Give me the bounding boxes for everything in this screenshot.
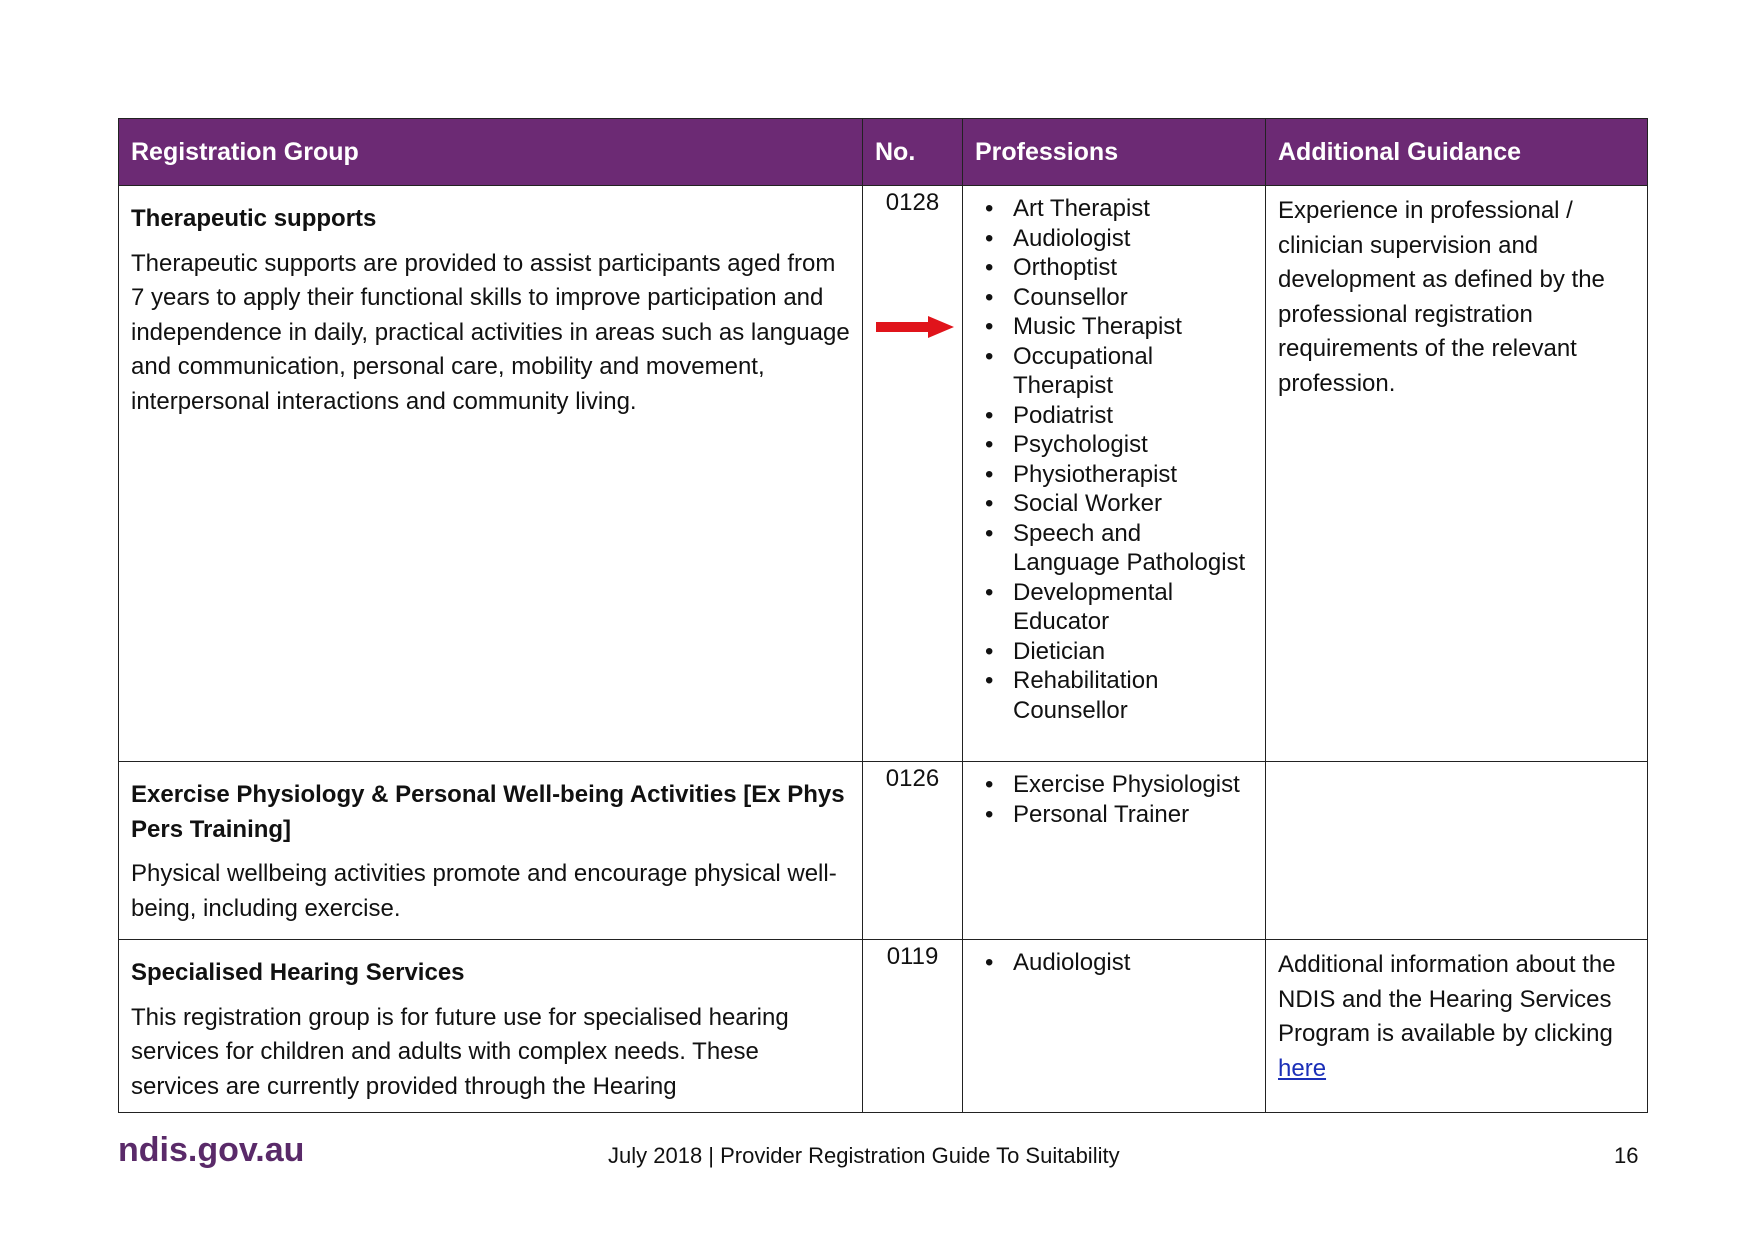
group-number: 0119	[863, 940, 963, 1113]
profession-item: • Counsellor	[975, 283, 1253, 313]
profession-item: • Audiologist	[975, 224, 1253, 254]
professions-list	[975, 948, 1253, 978]
profession-item: • Music Therapist	[975, 312, 1253, 342]
group-cell	[119, 186, 863, 762]
profession-item: • Audiologist	[975, 948, 1253, 978]
here-link[interactable]: here	[1278, 1054, 1327, 1082]
table-row	[119, 186, 1648, 762]
profession-item: • Podiatrist	[975, 401, 1253, 431]
guidance-cell	[1266, 940, 1648, 1113]
group-cell	[119, 762, 863, 940]
professions-list	[975, 770, 1253, 829]
group-title: Specialised Hearing Services	[131, 959, 465, 986]
professions-cell	[963, 186, 1266, 762]
professions-list	[975, 194, 1253, 725]
group-description: This registration group is for future use for specialised hearing services for children and adults with complex needs. These services are currently provided through the Hearing	[131, 1003, 789, 1100]
header-registration-group: Registration Group	[119, 119, 863, 186]
red-arrow-shape	[876, 316, 954, 338]
ndis-logo: ndis.gov.au	[118, 1131, 305, 1169]
footer-title: July 2018 | Provider Registration Guide To Suitability	[608, 1143, 1120, 1168]
group-description: Physical wellbeing activities promote and encourage physical well-being, including exercise.	[131, 860, 837, 922]
profession-item: • Developmental Educator	[975, 578, 1253, 637]
profession-item: • Speech and Language Pathologist	[975, 519, 1253, 578]
group-title: Therapeutic supports	[131, 205, 377, 232]
profession-item: • Psychologist	[975, 430, 1253, 460]
header-professions: Professions	[963, 119, 1266, 186]
group-title: Exercise Physiology & Personal Well-being Activities [Ex Phys Pers Training]	[131, 781, 845, 843]
group-description: Therapeutic supports are provided to assist participants aged from 7 years to apply their functional skills to improve participation and independence in daily, practical activities in areas such as language and communication, personal care, mobility and movement, interpersonal interactions and community living.	[131, 249, 850, 415]
profession-item: • Art Therapist	[975, 194, 1253, 224]
group-cell	[119, 940, 863, 1113]
profession-item: • Rehabilitation Counsellor	[975, 666, 1253, 725]
guidance-cell	[1266, 762, 1648, 940]
guidance-text: Additional information about the NDIS and the Hearing Services Program is available by clicking	[1278, 951, 1616, 1047]
profession-item: • Orthoptist	[975, 253, 1253, 283]
table-row	[119, 940, 1648, 1113]
red-arrow-icon	[876, 316, 954, 338]
registration-table-container	[118, 118, 1647, 1103]
guidance-cell: Experience in professional / clinician supervision and development as defined by the professional registration requirements of the relevant profession.	[1266, 186, 1648, 762]
profession-item: • Social Worker	[975, 489, 1253, 519]
professions-cell	[963, 940, 1266, 1113]
group-number: 0128	[863, 186, 963, 762]
registration-table	[118, 118, 1648, 1113]
group-number: 0126	[863, 762, 963, 940]
professions-cell	[963, 762, 1266, 940]
table-row	[119, 762, 1648, 940]
table-header-row	[119, 119, 1648, 186]
profession-item: • Personal Trainer	[975, 800, 1253, 830]
page-number: 16	[1614, 1143, 1639, 1168]
profession-item: • Dietician	[975, 637, 1253, 667]
header-no: No.	[863, 119, 963, 186]
profession-item: • Occupational Therapist	[975, 342, 1253, 401]
profession-item: • Exercise Physiologist	[975, 770, 1253, 800]
header-additional-guidance: Additional Guidance	[1266, 119, 1648, 186]
profession-item: • Physiotherapist	[975, 460, 1253, 490]
